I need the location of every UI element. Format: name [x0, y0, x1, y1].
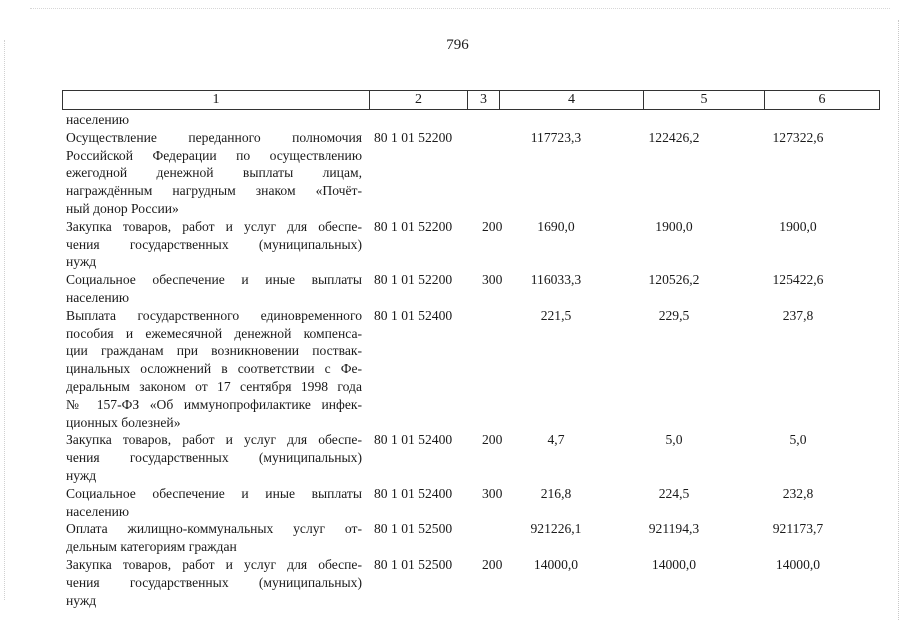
column-header-5: 5 [644, 91, 765, 110]
row-value-col6: 1900,0 [779, 218, 817, 234]
scan-artifact-right-edge [897, 20, 899, 620]
table-row [66, 431, 866, 484]
column-header-row [63, 91, 880, 110]
row-value-col4: 921226,1 [530, 521, 582, 537]
description-line: № 157-ФЗ «Об иммунопрофилактике инфек- [66, 396, 362, 412]
row-value-col6: 232,8 [782, 485, 814, 501]
description-line: населению [66, 503, 130, 519]
column-header-1: 1 [63, 91, 370, 110]
row-value-col4: 216,8 [540, 485, 572, 501]
row-value-col4: 221,5 [540, 307, 572, 323]
column-header-4: 4 [500, 91, 644, 110]
description-line: чения государственных (муниципальных) [66, 236, 362, 252]
table-row [66, 271, 866, 307]
row-description [66, 111, 362, 129]
table-row [66, 129, 866, 218]
description-line: Оплата жилищно-коммунальных услуг от- [66, 521, 362, 537]
row-code: 80 1 01 52400 [374, 485, 453, 501]
row-value-col5: 229,5 [658, 307, 690, 323]
description-line: пособия и ежемесячной денежной компенса- [66, 325, 362, 341]
description-line: ный донор России» [66, 200, 179, 216]
row-value-col6: 921173,7 [772, 521, 824, 537]
row-description [66, 485, 362, 521]
row-description [66, 218, 362, 271]
table-row [66, 520, 866, 556]
description-line: Российской Федерации по осуществлению [66, 147, 362, 163]
row-value-col5: 122426,2 [648, 129, 700, 145]
row-value-col5: 14000,0 [651, 556, 697, 572]
description-line: нужд [66, 592, 97, 608]
row-description [66, 307, 362, 432]
table-row [66, 485, 866, 521]
scan-artifact-top [30, 8, 890, 13]
description-line: цинальных осложнений в соответствии с Фе- [66, 361, 362, 377]
description-line: населению [66, 289, 130, 305]
description-line: деральным законом от 17 сентября 1998 года [66, 378, 362, 394]
row-expense-type: 200 [482, 432, 503, 448]
scan-artifact-left-edge [4, 40, 6, 600]
row-value-col6: 237,8 [782, 307, 814, 323]
description-line: Выплата государственного единовременного [66, 307, 362, 323]
row-code: 80 1 01 52200 [374, 218, 453, 234]
description-line: населению [66, 112, 130, 127]
column-header-6: 6 [765, 91, 880, 110]
column-header-table [62, 90, 880, 110]
table-row [66, 218, 866, 271]
row-value-col6: 127322,6 [772, 129, 824, 145]
row-description [66, 520, 362, 556]
row-code: 80 1 01 52500 [374, 521, 453, 537]
row-value-col4: 116033,3 [530, 272, 582, 288]
description-line: Закупка товаров, работ и услуг для обеспе- [66, 556, 362, 572]
row-value-col6: 14000,0 [775, 556, 821, 572]
row-code: 80 1 01 52500 [374, 556, 453, 572]
row-value-col5: 224,5 [658, 485, 690, 501]
row-value-col6: 125422,6 [772, 272, 824, 288]
row-code: 80 1 01 52200 [374, 129, 453, 145]
row-value-col4: 4,7 [547, 432, 565, 448]
row-code: 80 1 01 52400 [374, 432, 453, 448]
row-value-col4: 1690,0 [537, 218, 575, 234]
row-code: 80 1 01 52200 [374, 272, 453, 288]
description-line: ежегодной денежной выплаты лицам, [66, 165, 362, 181]
row-code: 80 1 01 52400 [374, 307, 453, 323]
row-expense-type: 200 [482, 556, 503, 572]
table-row [66, 307, 866, 432]
description-line: Социальное обеспечение и иные выплаты [66, 485, 362, 501]
description-line: ции гражданам при возникновении поствак- [66, 343, 362, 359]
column-header-2: 2 [370, 91, 468, 110]
row-value-col5: 921194,3 [648, 521, 700, 537]
table-row [66, 556, 866, 609]
table-row [66, 111, 866, 129]
row-description [66, 271, 362, 307]
description-line: чения государственных (муниципальных) [66, 450, 362, 466]
row-expense-type: 200 [482, 218, 503, 234]
description-line: Закупка товаров, работ и услуг для обеспе- [66, 432, 362, 448]
description-line: Социальное обеспечение и иные выплаты [66, 272, 362, 288]
row-description [66, 129, 362, 218]
description-line: дельным категориям граждан [66, 539, 237, 555]
description-line: Закупка товаров, работ и услуг для обеспе- [66, 218, 362, 234]
row-value-col4: 14000,0 [533, 556, 579, 572]
page-number: 796 [446, 37, 469, 53]
row-value-col5: 1900,0 [655, 218, 693, 234]
row-value-col5: 5,0 [665, 432, 683, 448]
column-header-3: 3 [468, 91, 500, 110]
row-description [66, 431, 362, 484]
description-line: чения государственных (муниципальных) [66, 574, 362, 590]
description-line: награждённым нагрудным знаком «Почёт- [66, 183, 362, 199]
row-expense-type: 300 [482, 485, 503, 501]
description-line: нужд [66, 467, 97, 483]
budget-rows [66, 111, 866, 609]
description-line: ционных болезней» [66, 414, 181, 430]
row-description [66, 556, 362, 609]
row-value-col4: 117723,3 [530, 129, 582, 145]
description-line: нужд [66, 254, 97, 270]
row-value-col5: 120526,2 [648, 272, 700, 288]
description-line: Осуществление переданного полномочия [66, 129, 362, 145]
row-value-col6: 5,0 [789, 432, 807, 448]
row-expense-type: 300 [482, 272, 503, 288]
